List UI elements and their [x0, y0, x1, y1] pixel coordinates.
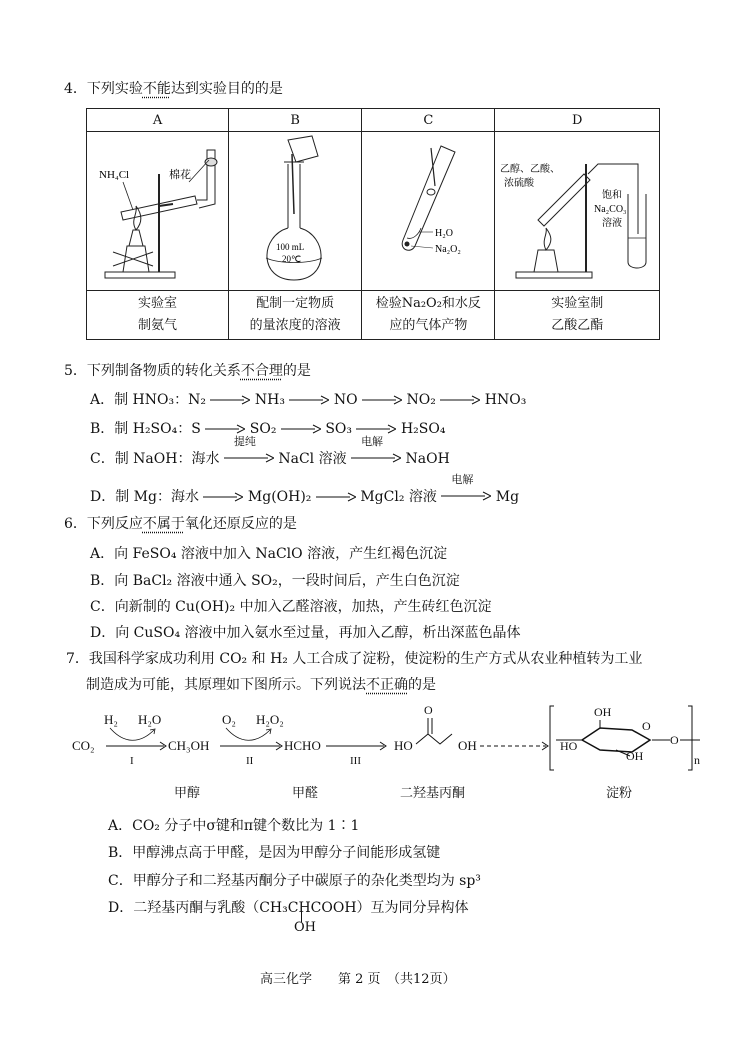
page-footer: 高三化学 第 2 页 （共12页）: [260, 972, 456, 987]
q5-stem: 5．下列制备物质的转化关系不合理的是: [64, 363, 311, 379]
dha-ho-label: HO: [394, 738, 413, 753]
q6-stem: 6．下列反应不属于氧化还原反应的是: [64, 516, 297, 532]
h2o2-label: H₂O₂: [256, 712, 284, 727]
caption-d: 实验室制 乙酸乙酯: [495, 291, 660, 340]
header-c: C: [362, 109, 495, 132]
saturated-label-1: 饱和: [602, 190, 623, 201]
q7-stem-line2: 制造成为可能，其原理如下图所示。下列说法不正确的是: [86, 677, 436, 693]
header-d: D: [495, 109, 660, 132]
q6-number: 6．: [64, 516, 87, 532]
dha-oh-label: OH: [458, 738, 477, 753]
co2-label: CO₂: [72, 738, 95, 753]
starch-ring-o: O: [642, 719, 651, 733]
q6-emphasis: 不属于: [142, 516, 185, 532]
q6-option-d: D．向 CuSO₄ 溶液中加入氨水至过量，再加入乙醇，析出深蓝色晶体: [90, 625, 521, 641]
sodium-peroxide-label: Na₂O₂: [435, 244, 462, 255]
q7-number: 7．: [66, 651, 89, 667]
q7-option-d: D．二羟基丙酮与乳酸（CH₃CHCOOH）互为同分异构体: [108, 900, 469, 916]
reaction-arrow: [203, 492, 243, 502]
apparatus-b: [229, 132, 362, 291]
reaction-arrow: [289, 395, 329, 405]
caption-a: 实验室 制氨气: [87, 291, 229, 340]
q4-number: 4．: [64, 81, 87, 97]
header-b: B: [229, 109, 362, 132]
q5-option-a: A．制 HNO₃：N₂ NH₃ NO NO₂ HNO₃: [90, 392, 527, 408]
test-tube-drawing: [373, 134, 483, 284]
q4-experiment-table: [86, 108, 660, 340]
caption-c: 检验Na₂O₂和水反 应的气体产物: [362, 291, 495, 340]
ammonia-apparatus-drawing: [93, 134, 223, 284]
reaction-arrow: [316, 492, 356, 502]
step-iii-label: III: [350, 755, 361, 767]
reagents-label-2: 浓硫酸: [504, 178, 535, 189]
q5-option-c: C．制 NaOH：海水 提纯 NaCl 溶液 电解 NaOH: [90, 435, 450, 467]
step-ii-label: II: [246, 755, 254, 767]
q7-option-c: C．甲醇分子和二羟基丙酮分子中碳原子的杂化类型均为 sp³: [108, 873, 481, 889]
q5-number: 5．: [64, 363, 87, 379]
o2-label: O₂: [222, 712, 236, 727]
starch-oh-top: OH: [594, 705, 612, 719]
reaction-arrow: [281, 424, 321, 434]
starch-oh-bottom: OH: [626, 749, 644, 763]
q6-option-a: A．向 FeSO₄ 溶液中加入 NaClO 溶液，产生红褐色沉淀: [90, 546, 448, 562]
reagents-label-1: 乙醇、乙酸、: [500, 164, 561, 175]
ethyl-acetate-apparatus-drawing: [498, 134, 656, 284]
reaction-arrow: [440, 395, 480, 405]
dihydroxyacetone-name: 二羟基丙酮: [400, 786, 466, 801]
reaction-arrow: [224, 453, 274, 463]
condition-arrow: 电解: [441, 489, 491, 505]
caption-b: 配制一定物质 的量浓度的溶液: [229, 291, 362, 340]
starch-ho-left: HO: [560, 739, 578, 753]
condition-arrow: 提纯: [224, 451, 274, 467]
header-a: A: [87, 109, 229, 132]
starch-chain-o: O: [670, 733, 679, 747]
q5-option-b: B．制 H₂SO₄：S SO₂ SO₃ H₂SO₄: [90, 421, 446, 437]
saturated-label-2: Na₂CO₃: [594, 204, 627, 215]
flask-temperature-label: 20℃: [282, 254, 302, 264]
condition-arrow: 电解: [351, 451, 401, 467]
reaction-arrow: [362, 395, 402, 405]
starch-n-label: n: [694, 753, 700, 767]
saturated-label-3: 溶液: [602, 218, 623, 229]
volumetric-flask-drawing: [240, 134, 350, 284]
q6-option-b: B．向 BaCl₂ 溶液中通入 SO₂，一段时间后，产生白色沉淀: [90, 573, 460, 589]
dha-carbonyl-o: O: [424, 703, 433, 717]
nh4cl-label: NH₄Cl: [98, 169, 129, 181]
q7-option-a: A．CO₂ 分子中σ键和π键个数比为 1∶1: [108, 818, 360, 834]
apparatus-a: [87, 132, 229, 291]
methanol-name: 甲醇: [174, 786, 201, 801]
q5-option-d: D．制 Mg：海水 Mg(OH)₂ MgCl₂ 溶液 电解 Mg: [90, 473, 520, 505]
formaldehyde-name: 甲醛: [292, 786, 319, 801]
q4-stem: 4．下列实验不能达到实验目的的是: [64, 81, 283, 97]
q4-emphasis: 不能: [142, 81, 171, 97]
reaction-arrow: [351, 453, 401, 463]
reaction-arrow: [210, 395, 250, 405]
cotton-label: 棉花: [168, 169, 191, 181]
reaction-arrow: [441, 491, 491, 501]
q6-option-c: C．向新制的 Cu(OH)₂ 中加入乙醛溶液，加热，产生砖红色沉淀: [90, 599, 492, 615]
h2o-label: H₂O: [138, 712, 162, 727]
q7-option-b: B．甲醇沸点高于甲醛，是因为甲醇分子间能形成氢键: [108, 845, 441, 861]
starch-name: 淀粉: [606, 786, 633, 801]
q7-stem-line1: 7．我国科学家成功利用 CO₂ 和 H₂ 人工合成了淀粉，使淀粉的生产方式从农业种植转为工业: [66, 651, 643, 667]
hcho-label: HCHO: [284, 738, 321, 753]
water-label: H₂O: [435, 228, 454, 239]
apparatus-c: [362, 132, 495, 291]
ch3oh-label: CH₃OH: [168, 738, 210, 753]
apparatus-d: [495, 132, 660, 291]
step-i-label: I: [130, 755, 134, 767]
h2-label: H₂: [104, 712, 118, 727]
q7-emphasis: 不正确: [366, 677, 408, 693]
flask-volume-label: 100 mL: [276, 242, 305, 252]
lactic-acid-oh: OH: [294, 920, 316, 935]
q5-emphasis: 不合理: [240, 363, 283, 379]
